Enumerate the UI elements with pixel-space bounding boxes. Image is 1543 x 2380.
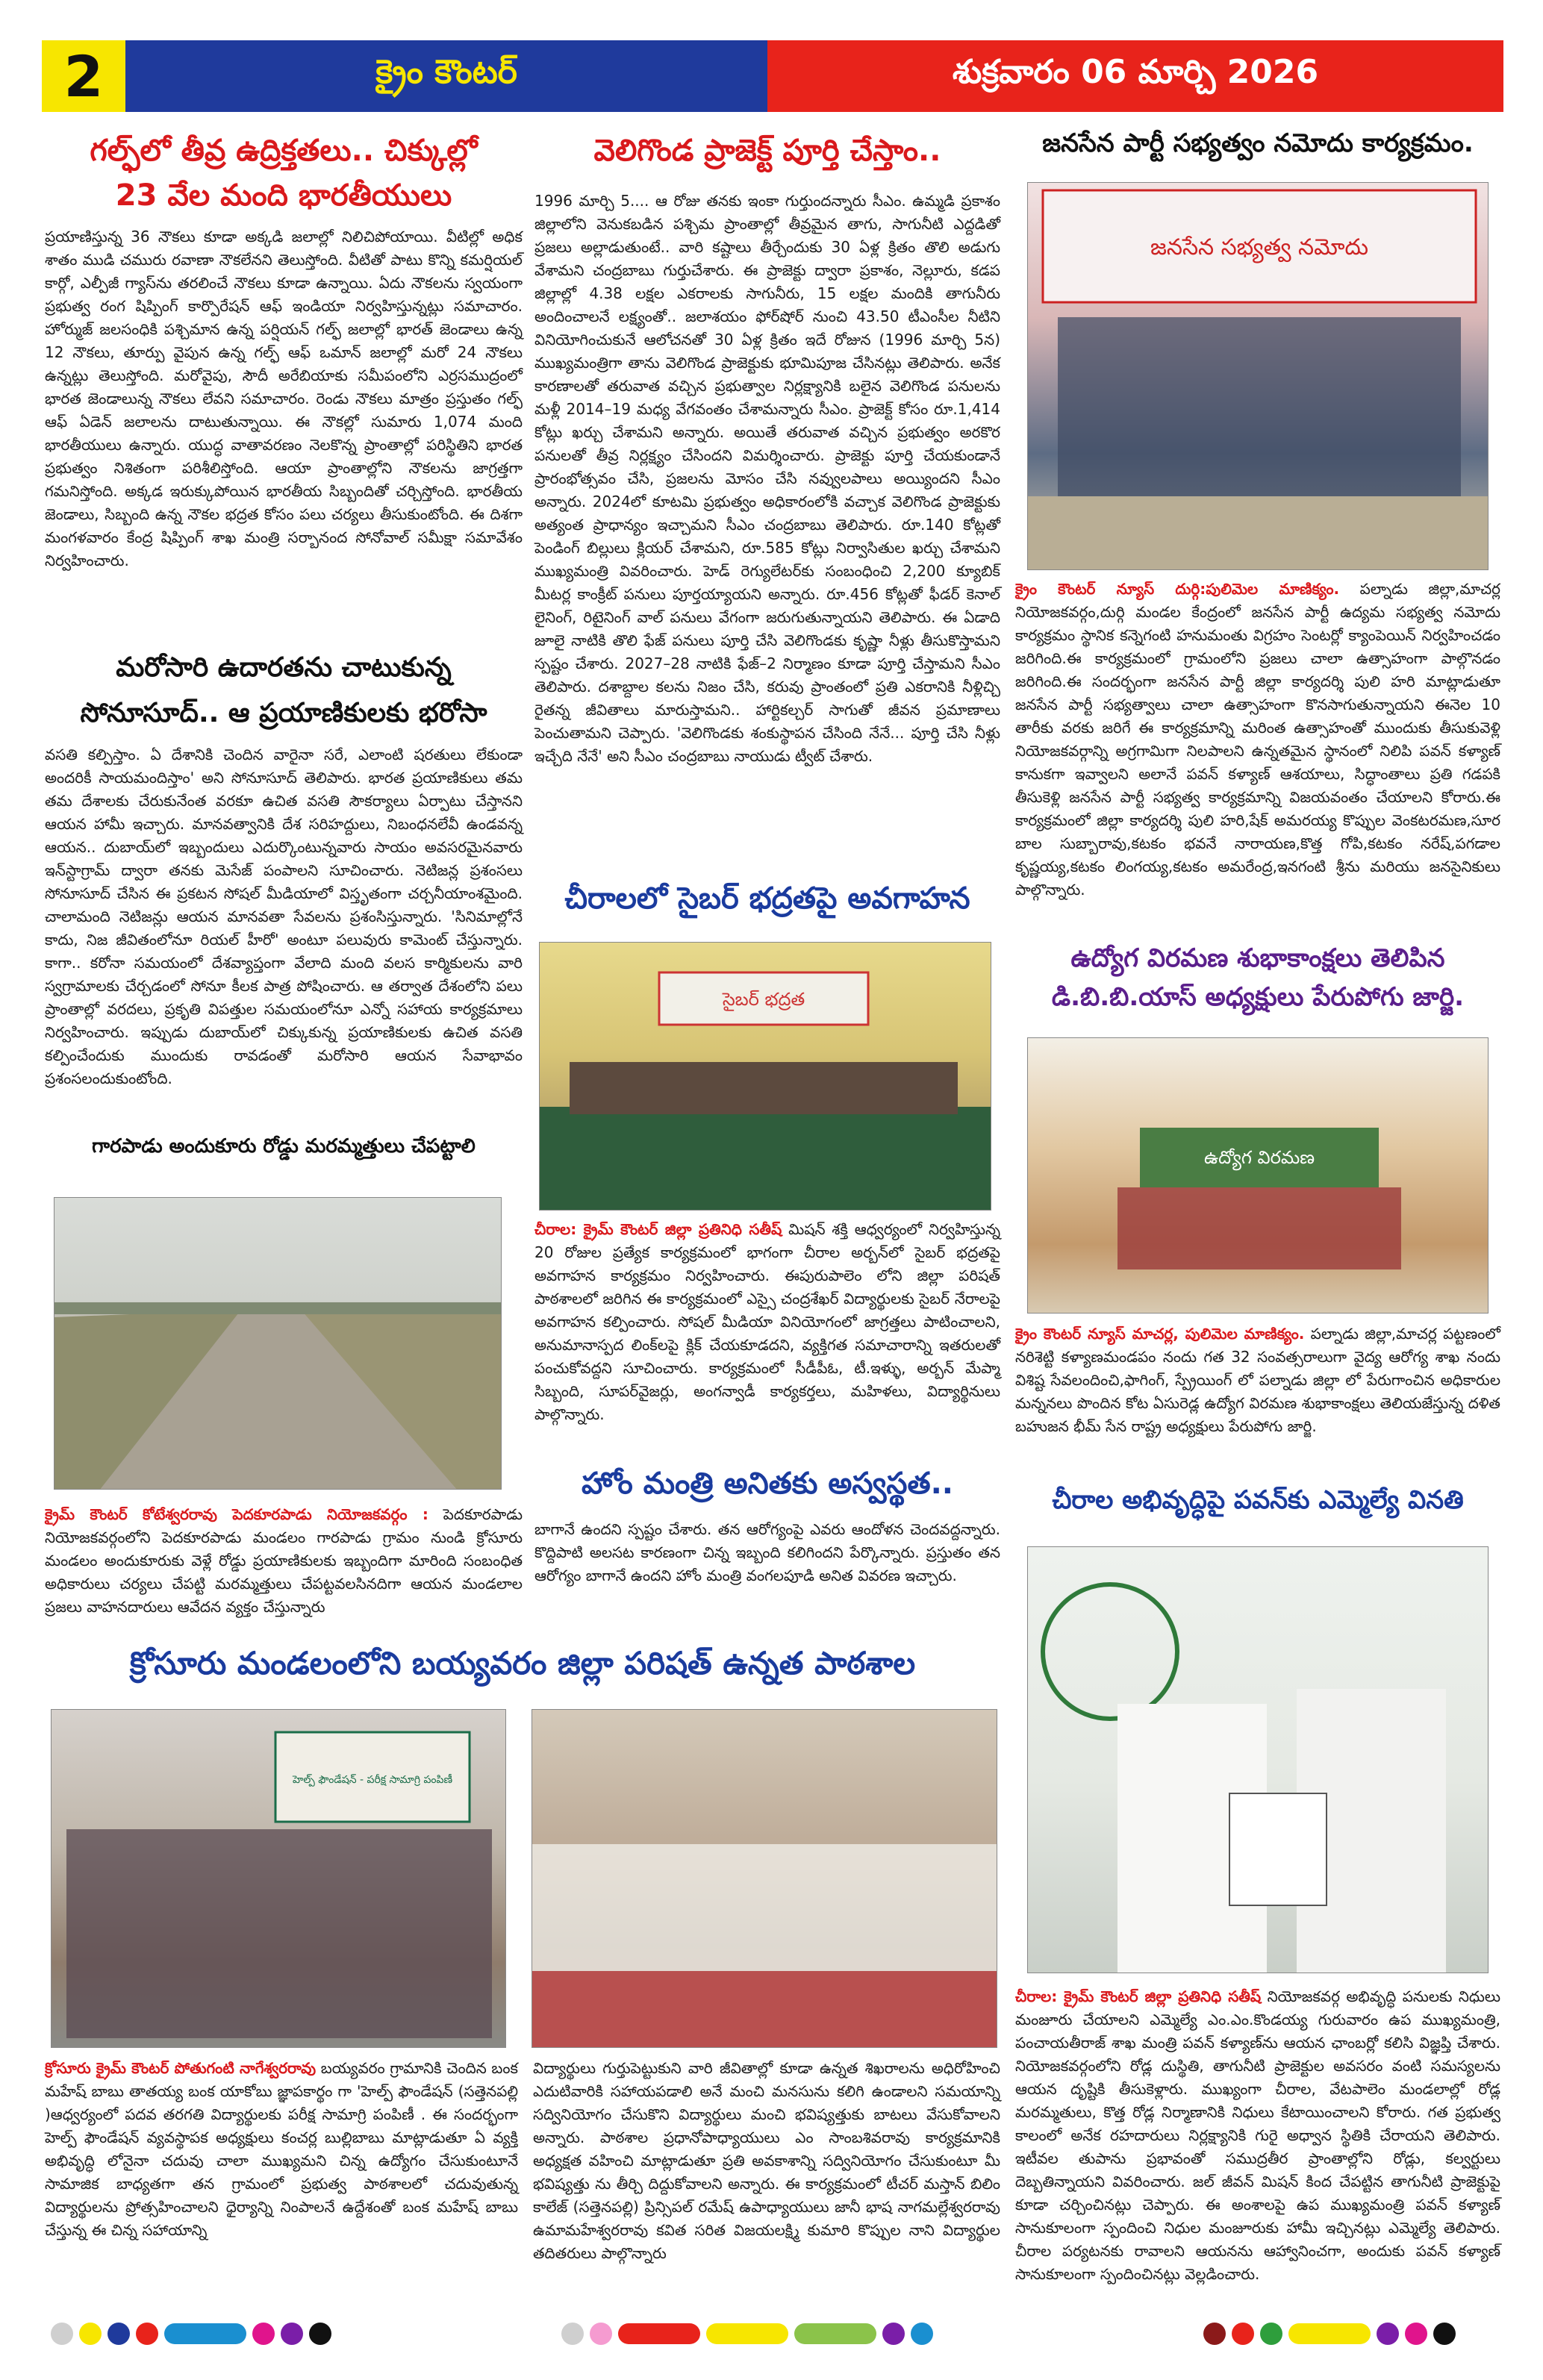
emblem-seal [1043,1584,1177,1719]
ground [1028,496,1489,570]
janasena-body: పల్నాడు జిల్లా,మాచర్ల నియోజకవర్గం,దుర్గి మండల కేంద్రంలో జనసేన పార్టీ ఉద్యమ సభ్యత్వ నమోదు కార్యక్రమం స్థానిక కన్నెగంటి హనుమంతు విగ్రహం సెంటర్లో క్యాంపెయిన్ నిర్వహించడం జరిగింది.ఈ కార్యక్రమంలో గ్రామంలోని ప్రజలు చాలా ఉత్సాహంగా పాల్గొనడం జరిగింది.ఈ సందర్భంగా జనసేన పార్టీ జిల్లా కార్యదర్శి పులి హరి మాట్లాడుతూ జనసేన పార్టీ సభ్యత్వాలు చాలా ఉత్సాహంగా కొనసాగుతున్నాయని ఈనెల 10 తారీకు వరకు జరిగే ఈ కార్యక్రమాన్ని మరింత ఉత్సాహంతో ముందుకు తీసుకువెళ్లి నియోజకవర్గాన్ని అగ్రగామిగా నిలపాలని ఉన్నతమైన స్థానంలో నిలిపి పవన్ కళ్యాణ్ కానుకగా ఇవ్వాలని అలానే పవన్ కళ్యాణ్ ఆశయాలు, సిద్ధాంతాలు ప్రతి గడపకి తీసుకెళ్లి జనసేన పార్టీ సభ్యత్వ కార్యక్రమాన్ని విజయవంతం చేయాలని కోరారు.ఈ కార్యక్రమంలో జిల్లా కార్యదర్శి పులి హరి,షేక్ అమరయ్య కొప్పుల వెంకటరమణ,సూర బాల సుబ్బారావు,కటకం భవనే నారాయణ,కొత్త గోపి,కటకం నరేష్,పగడాల కృష్ణయ్య,కటకం లింగయ్య,కటకం అమరేంద్ర,ఇనగంటి శ్రీను మరియు జనసైనికులు పాల్గొన్నారు. [1015,580,1501,899]
dbba-body: పల్నాడు జిల్లా,మాచర్ల పట్టణంలో నరిశెట్టి కళ్యాణమండపం నందు గత 32 సంవత్సరాలుగా వైద్య ఆరోగ్య శాఖ నందు విశిష్ట సేవలందించి,ఫాగింగ్, స్ప్రేయింగ్ లో పల్నాడు జిల్లా లో పేరుగాంచిన అధికారుల మన్ననలు పొందిన కోట ఏసురెడ్ల ఉద్యోగ విరమణ శుభాకాంక్షలు తెలియజేస్తున్న దళిత బహుజన భీమ్ సేన రాష్ట్ర అధ్యక్షులు పేరుపోగు జార్జి. [1015,1325,1500,1435]
janasena-banner-text: జనసేన సభ్యత్వ నమోదు [1150,234,1369,260]
cyber-photo-art [540,943,991,1211]
dbba-headline-2: డి.బి.బి.యాస్ అధ్యక్షులు పేరుపోగు జార్జి. [1051,982,1465,1013]
dot-black [309,2323,331,2345]
footer-dots-right [1203,2321,1456,2346]
dot-grey-2 [561,2323,584,2345]
pill-blue [164,2323,246,2344]
gulf-body: ప్రయాణిస్తున్న 36 నౌకలు కూడా అక్కడి జలాల్లో నిలిచిపోయాయి. వీటిల్లో అధిక శాతం ముడి చమురు రవాణా నౌకలేనని తెలుస్తోంది. వీటితో పాటు కొన్ని కమర్షియల్ కార్గో, ఎల్పీజీ గ్యాస్‌ను తరలించే నౌకలు కూడా ఉన్నాయి. ఏదు నౌకలను స్వయంగా ప్రభుత్వ రంగ షిప్పింగ్ కార్పొరేషన్ ఆఫ్ ఇండియా నిర్వహిస్తున్నట్లు సమాచారం. హోర్ముజ్ జలసంధికి పశ్చిమాన ఉన్న పర్షియన్ గల్ఫ్ జలాల్లో భారత్ జెండాలు ఉన్న 12 నౌకలు, తూర్పు వైపున ఉన్న గల్ఫ్ ఆఫ్ ఒమాన్ జలాల్లో మరో 24 నౌకలు ఉన్నట్లు తెలుస్తోంది. మరోవైపు, సౌదీ అరేబియాకు సమీపంలోని ఎర్రసముద్రంలో భారత జెండాలున్న నౌకలు లేవని సమాచారం. రెండు నౌకలు మాత్రం ప్రస్తుతం గల్ఫ్ ఆఫ్ ఏడెన్ జలాలను దాటుతున్నాయి. ఈ నౌకల్లో సుమారు 1,074 మంది భారతీయులు ఉన్నారు. యుద్ధ వాతావరణం నెలకొన్న ప్రాంతాల్లో పరిస్థితిని భారత ప్రభుత్వం నిశితంగా పరిశీలిస్తోంది. ఆయా ప్రాంతాల్లోని నౌకలను జాగ్రత్తగా గమనిస్తోంది. అక్కడ ఇరుక్కుపోయిన భారతీయ సిబ్బందితో చర్చిస్తోంది. భారతీయ జెండాలు, సిబ్బంది ఉన్న నౌకల భద్రత కోసం పలు చర్యలు తీసుకుంటోంది. ఈ దిశగా మంగళవారం కేంద్ర షిప్పింగ్ శాఖ మంత్రి సర్బానంద సోనోవాల్ సమీక్షా సమావేశం నిర్వహించారు. [45,228,523,569]
footer-dots-center [561,2321,933,2346]
school-caption-right [533,2057,1000,2265]
gulf-headline-2: 23 వేల మంది భారతీయులు [115,178,452,213]
road-photo-art [54,1198,502,1490]
paper-name: క్రైం కౌంటర్ [125,40,767,112]
floor-pattern [532,1971,997,2048]
dot-red [136,2323,158,2345]
road-byline: క్రైమ్ కౌంటర్ కోటేశ్వరరావు పెదకూరపాడు నియోజకవర్గం : [45,1505,428,1523]
footer-dots-left [51,2321,331,2346]
school-photo-right [532,1709,997,2048]
article-school [45,1643,1000,1684]
school-photo-left [51,1709,506,2048]
road-caption [45,1503,523,1619]
dot-magenta [252,2323,275,2345]
janasena-byline: క్రైం కౌంటర్ న్యూస్ దుర్గి:పులిమెల మాణిక్యం. [1015,580,1340,598]
students-seated [532,1844,997,1971]
school-photo-left-art [52,1710,506,2048]
issue-date: శుక్రవారం 06 మార్చి 2026 [767,40,1503,112]
dot-maroon [1203,2323,1226,2345]
dot-yellow [79,2323,102,2345]
treeline [54,1302,502,1314]
sonu-headline-2: సోనూసూద్.. ఆ ప్రయాణికులకు భరోసా [80,697,487,728]
masthead [42,40,1503,112]
gulf-headline-1: గల్ఫ్‌లో తీవ్ర ఉద్రిక్తతలు.. చిక్కుల్లో [90,134,478,168]
dot-purple [281,2323,303,2345]
dot-blue [107,2323,130,2345]
home-minister-body: బాగానే ఉందని స్పష్టం చేశారు. తన ఆరోగ్యంపై ఎవరు ఆందోళన చెందవద్దన్నారు. కొద్దిపాటి అలసట కారణంగా చిన్న ఇబ్బంది కలిగిందని పేర్కొన్నారు. ప్రస్తుతం తన ఆరోగ్యం బాగానే ఉందని హోం మంత్రి వంగలపూడి అనిత వివరణ ఇచ్చారు. [534,1520,1000,1584]
school-headline: క్రోసూరు మండలంలోని బయ్యవరం జిల్లా పరిషత్ ఉన్నత పాఠశాల [129,1645,916,1681]
party-members [1058,317,1461,496]
article-pawan [1015,1484,1500,1517]
article-janasena [1015,127,1500,160]
article-dbba [1015,942,1500,1013]
janasena-photo [1027,182,1489,570]
pill-red [618,2323,700,2344]
road-photo [54,1197,502,1490]
sonu-headline-1: మరోసారి ఉదారతను చాటుకున్న [116,652,452,683]
dot-black-2 [1433,2323,1456,2345]
pawan-byline: చీరాల: క్రైమ్ కౌంటర్ జిల్లా ప్రతినిధి సతీష్ [1015,1987,1262,2005]
school-caption-left [45,2057,518,2242]
pawan-headline: చీరాల అభివృద్ధిపై పవన్‌కు ఎమ్మెల్యే వినతి [1052,1485,1464,1515]
cyber-caption [534,1218,1000,1426]
dot-red-2 [1232,2323,1254,2345]
teachers-group [66,1829,492,2038]
dot-purple-3 [1377,2323,1399,2345]
article-road [45,1134,523,1160]
road-headline: గారపాడు అందుకూరు రోడ్డు మరమ్మత్తులు చేపట్టాలి [92,1135,476,1158]
stage-people [1117,1187,1401,1269]
dbba-byline: క్రైం కౌంటర్ న్యూస్ మాచర్ల, పులిమెల మాణిక్యం. [1015,1325,1305,1343]
article-veligonda [534,131,1000,768]
dbba-photo-art [1028,1038,1489,1314]
pawan-photo [1027,1546,1489,1973]
article-home-minister [534,1464,1000,1587]
janasena-caption [1015,578,1500,902]
veligonda-body: 1996 మార్చి 5.... ఆ రోజు తనకు ఇంకా గుర్తుందన్నారు సీఎం. ఉమ్మడి ప్రకాశం జిల్లాలోని వెనుకబడిన పశ్చిమ ప్రాంతాల్లో తీవ్రమైన తాగు, సాగునీటి ఎద్దడితో ప్రజలు అల్లాడుతుంటే.. వారి కష్టాలు తీర్చేందుకు 30 ఏళ్ల క్రితం తొలి అడుగు వేశామని చంద్రబాబు గుర్తుచేశారు. ఈ ప్రాజెక్టు ద్వారా ప్రకాశం, నెల్లూరు, కడప జిల్లాల్లో 4.38 లక్షల ఎకరాలకు సాగునీరు, 15 లక్షల మందికి తాగునీరు అందించాలనే లక్ష్యంతో.. జలాశయం ఫోర్‌షోర్ నుంచి 43.50 టీఎంసీల నీటిని వినియోగించుకునే ఆలోచనతో 30 ఏళ్ల క్రితం ఇదే రోజున (1996 మార్చి 5న) ముఖ్యమంత్రిగా తాను వెలిగొండ ప్రాజెక్టుకు భూమిపూజ చేసినట్లు తెలిపారు. అనేక కారణాలతో తరువాత వచ్చిన ప్రభుత్వాల నిర్లక్ష్యానికి బలైన వెలిగొండ పనులను మళ్లీ 2014–19 మధ్య వేగవంతం చేశామన్నారు సీఎం. ప్రాజెక్ట్ కోసం రూ.1,414 కోట్లు ఖర్చు చేశామని అన్నారు. అయితే తరువాత వచ్చిన ప్రభుత్వం అరకొర పనులతో తీవ్ర నిర్లక్ష్యం చేసిందని విమర్శించారు. ప్రాజెక్టు పూర్తి చేయకుండానే ప్రారంభోత్సవం చేసి, ప్రజలను మోసం చేసి నవ్వులపాలు అయ్యిందని సీఎం అన్నారు. 2024లో కూటమి ప్రభుత్వం అధికారంలోకి వచ్చాక వెలిగొండ ప్రాజెక్టుకు అత్యంత ప్రాధాన్యం ఇచ్చామని సీఎం చంద్రబాబు తెలిపారు. రూ.140 కోట్లతో పెండింగ్ బిల్లులు క్లియర్ చేశామని, రూ.585 కోట్లు నిర్వాసితుల ఖర్చు చేశామని ముఖ్యమంత్రి వివరించారు. హెడ్ రెగ్యులేటర్‌కు సంబంధించి 2,200 క్యూబిక్ మీటర్ల కాంక్రీట్ పనులు పూర్తయ్యాయని అన్నారు. రూ.456 కోట్లతో ఫీడర్ కెనాల్ లైనింగ్, రిటైనింగ్ వాల్ పనులు వేగంగా జరుగుతున్నాయని తెలిపారు. ఈ ఏడాది జూలై నాటికి తొలి ఫేజ్ పనులు పూర్తి చేసి వెలిగొండకు కృష్ణా నీళ్లు తీసుకొస్తామని స్పష్టం చేశారు. 2027–28 నాటికి ఫేజ్–2 నిర్మాణం కూడా పూర్తి చేస్తామని సీఎం తెలిపారు. దశాబ్దాల కలను నిజం చేసి, కరువు ప్రాంతంలో ప్రతి ఎకరానికి నీళ్లిచ్చి రైతన్న జీవితాలు మారుస్తామని.. హార్టికల్చర్ సాగుతో జీవన ప్రమాణాలు పెంచుతామని చెప్పారు. 'వెలిగొండకు శంకుస్థాపన చేసింది నేనే... పూర్తి చేసి నీళ్లు ఇచ్చేది నేనే' అని సీఎం చంద్రబాబు నాయుడు ట్వీట్ చేశారు. [534,192,1000,765]
school-photo-right-art [532,1710,997,2048]
janasena-photo-art [1028,183,1489,570]
cyber-photo [539,942,991,1211]
pill-yellow-2 [1288,2323,1371,2344]
dbba-photo [1027,1037,1489,1314]
dot-green [1260,2323,1282,2345]
dot-cyan [911,2323,933,2345]
article-cyber [534,879,1000,918]
sonu-body: వసతి కల్పిస్తాం. ఏ దేశానికి చెందిన వారైనా సరే, ఎలాంటి షరతులు లేకుండా అందరికీ సాయమందిస్తాం' అని సోనూసూద్ తెలిపారు. భారత ప్రయాణికులు తమ తమ దేశాలకు చేరుకునేంత వరకూ ఉచిత వసతి సౌకర్యాలు ఏర్పాటు చేస్తానని ఆయన హామీ ఇచ్చారు. మానవత్వానికి దేశ సరిహద్దులు, నిబంధనలేవీ ఉండవన్న ఆయన.. దుబాయ్‌లో ఇబ్బందులు ఎదుర్కొంటున్నవారు సాయం అవసరమైనవారు ఇన్‌స్టాగ్రామ్ ద్వారా తనకు మెసేజ్ పంపాలని సూచించారు. నెటిజన్ల ప్రశంసలు సోనూసూద్ చేసిన ఈ ప్రకటన సోషల్ మీడియాలో విస్తృతంగా చర్చనీయాంశమైంది. చాలామంది నెటిజన్లు ఆయన మానవతా సేవలను ప్రశంసిస్తున్నారు. 'సినిమాల్లోనే కాదు, నిజ జీవితంలోనూ రియల్ హీరో' అంటూ పలువురు కామెంట్ చేస్తున్నారు. కాగా.. కరోనా సమయంలో దేశవ్యాప్తంగా వేలాది మంది వలస కార్మికులను వారి స్వగ్రామాలకు చేర్చడంలో సోనూ కీలక పాత్ర పోషించారు. ఆ తర్వాత దేశంలోని పలు ప్రాంతాల్లో వరదలు, ప్రకృతి విపత్తుల సమయంలోనూ ఎన్నో సహాయ కార్యక్రమాలు నిర్వహించారు. ఇప్పుడు దుబాయ్‌లో చిక్కుకున్న ప్రయాణికులకు ఉచిత వసతి కల్పించేందుకు ముందుకు రావడంతో మరోసారి ఆయన సేవాభావం ప్రశంసలందుకుంటోంది. [45,745,523,1087]
dot-grey [51,2323,73,2345]
page-number: 2 [42,40,125,112]
cyber-headline: చీరాలలో సైబర్ భద్రతపై అవగాహన [564,881,970,916]
school-body-left: బయ్యవరం గ్రామానికి చెందిన బంక మహేష్ బాబు తాతయ్య బంక యాకోబు జ్ఞాపకార్థం గా 'హెల్ప్ ఫౌండేషన్ (సత్తెనపల్లి )ఆధ్వర్యంలో పదవ తరగతి విద్యార్థులకు పరీక్ష సామాగ్రి పంపిణీ . ఈ సందర్భంగా హెల్ప్ ఫౌండేషన్ వ్యవస్థాపక అధ్యక్షులు కంచర్ల బుల్లిబాబు మాట్లాడుతూ ఏ వ్యక్తి అభివృద్ధి లోనైనా చదువు చాలా ముఖ్యమని చిన్న ఉద్యోగం చేసుకుంటూనే సామాజిక బాధ్యతగా తన గ్రామంలో ప్రభుత్వ పాఠశాలలో చదువుతున్న విద్యార్థులను ప్రోత్సహించాలని ధైర్యాన్ని నింపాలనే ఉద్దేశంతో బంక మహేష్ బాబు చేస్తున్న ఈ చిన్న సహాయాన్ని [45,2059,518,2239]
veligonda-headline: వెలిగొండ ప్రాజెక్ట్ పూర్తి చేస్తాం.. [593,134,941,168]
cyber-body: మిషన్ శక్తి ఆధ్వర్యంలో నిర్వహిస్తున్న 20 రోజుల ప్రత్యేక కార్యక్రమంలో భాగంగా చీరాల అర్బన్‌లో సైబర్ భద్రతపై అవగాహన కార్యక్రమం నిర్వహించారు. ఈపురుపాలెం లోని జిల్లా పరిషత్ పాఠశాలలో జరిగిన ఈ కార్యక్రమంలో ఎస్సై చంద్రశేఖర్ విద్యార్థులకు సైబర్ నేరాలపై అవగాహన కల్పించారు. సోషల్ మీడియా వినియోగంలో జాగ్రత్తలు పాటించాలని, అనుమానాస్పద లింక్‌లపై క్లిక్ చేయకూడదని, వ్యక్తిగత సమాచారాన్ని ఇతరులతో పంచుకోవద్దని సూచించారు. కార్యక్రమంలో సీడీపీఓ, టీ.ఇళ్ళు, అర్బన్ మేప్మా సిబ్బంది, సూపర్‌వైజర్లు, అంగన్వాడీ కార్యకర్తలు, మహిళలు, విద్యార్థినులు పాల్గొన్నారు. [534,1220,1001,1423]
dot-pink [590,2323,612,2345]
help-foundation-banner-text: హెల్ప్ ఫౌండేషన్ - పరీక్ష సామాగ్రి పంపిణీ [292,1774,453,1786]
pawan-body: నియోజకవర్గ అభివృద్ధి పనులకు నిధులు మంజూరు చేయాలని ఎమ్మెల్యే ఎం.ఎం.కొండయ్య గురువారం ఉప ముఖ్యమంత్రి, పంచాయతీరాజ్ శాఖ మంత్రి పవన్ కళ్యాణ్‌ను ఆయన ఛాంబర్లో కలిసి విజ్ఞప్తి చేశారు. నియోజకవర్గంలోని రోడ్ల దుస్థితి, తాగునీటి ప్రాజెక్టుల అవసరం వంటి సమస్యలను ఆయన దృష్టికి తీసుకెళ్లారు. ముఖ్యంగా చీరాల, వేటపాలెం మండలాల్లో రోడ్ల మరమ్మతులు, కొత్త రోడ్ల నిర్మాణానికి నిధులు కేటాయించాలని కోరారు. గత ప్రభుత్వ కాలంలో అనేక రహదారులు నిర్లక్ష్యానికి గురై అధ్వాన స్థితికి చేరాయని తెలిపారు. ఇటీవల తుపాను ప్రభావంతో సముద్రతీర ప్రాంతాల్లోని రోడ్లు, కల్వర్టులు దెబ్బతిన్నాయని వివరించారు. జల్ జీవన్ మిషన్ కింద చేపట్టిన తాగునీటి ప్రాజెక్టుపై కూడా చర్చించినట్లు చెప్పారు. ఈ అంశాలపై ఉప ముఖ్యమంత్రి పవన్ కళ్యాణ్ సానుకూలంగా స్పందించి నిధుల మంజూరుకు హామీ ఇచ్చినట్లు ఎమ్మెల్యే తెలిపారు. చీరాల పర్యటనకు రావాలని ఆయనను ఆహ్వానించగా, అందుకు పవన్ కళ్యాణ్ సానుకూలంగా స్పందించినట్లు వెల్లడించారు. [1015,1987,1501,2283]
dbba-caption [1015,1322,1500,1438]
cyber-banner-text: సైబర్ భద్రత [722,989,805,1010]
cyber-byline: చీరాల: క్రైమ్ కౌంటర్ జిల్లా ప్రతినిధి సతీష్ [534,1220,782,1238]
pawan-caption [1015,1985,1500,2286]
students-group [540,1107,991,1211]
petition-letter [1229,1793,1327,1905]
pill-green [794,2323,876,2344]
dot-purple-2 [882,2323,905,2345]
article-gulf [45,131,523,572]
dot-magenta-2 [1405,2323,1427,2345]
article-sonu [45,651,523,1090]
dbba-banner-text: ఉద్యోగ విరమణ [1203,1147,1315,1168]
home-minister-headline: హోం మంత్రి అనితకు అస్వస్థత.. [582,1467,953,1501]
school-byline: క్రోసూరు క్రైమ్ కౌంటర్ పోతుగంటి నాగేశ్వరరావు [45,2059,317,2077]
pill-yellow [706,2323,788,2344]
school-body-right: విద్యార్థులు గుర్తుపెట్టుకుని వారి జీవితాల్లో కూడా ఉన్నత శిఖరాలను అధిరోహించి ఎదుటివారికి సహాయపడాలి అనే మంచి మనసును కలిగి ఉండాలని సమయాన్ని సద్వినియోగం చేసుకొని విద్యార్థులు మంచి భవిష్యత్తుకు బాటలు వేసుకోవాలని అన్నారు. పాఠశాల ప్రధానోపాధ్యాయులు ఎం సాంబశివరావు కార్యక్రమానికి అధ్యక్షత వహించి మాట్లాడుతూ ప్రతి అవకాశాన్ని సద్వినియోగం చేసుకుంటూ మీ భవిష్యత్తు ను తీర్చి దిద్దుకోవాలని అన్నారు. ఈ కార్యక్రమంలో టీచర్ మస్తాన్ బిలిం కాలేజ్ (సత్తెనపల్లి) ప్రిన్సిపల్ రమేష్ ఉపాధ్యాయులు జానీ భాష నాగమల్లేశ్వరరావు ఉమామహేశ్వరరావు కవిత సరిత విజయలక్ష్మి కుమారి కొప్పుల నాని విద్యార్థుల తదితరులు పాల్గొన్నారు [533,2059,1000,2262]
dbba-headline-1: ఉద్యోగ విరమణ శుభాకాంక్షలు తెలిపిన [1070,943,1445,973]
pawan-photo-art [1028,1547,1489,1973]
road-body: పెదకూరపాడు నియోజకవర్గంలోని పెదకూరపాడు మండలం గారపాడు గ్రామం నుండి క్రోసూరు మండలం అందుకూరుకు వెళ్లే రోడ్డు ప్రయాణికులకు ఇబ్బందిగా మారింది సంబంధిత అధికారులు చర్యలు చేపట్టి మరమ్మత్తులు చేపట్టవలసినదిగా ఆయన మండలాల ప్రజలు వాహనదారులు ఆవేదన వ్యక్తం చేస్తున్నారు [45,1505,523,1616]
standing-people [570,1062,958,1114]
janasena-headline: జనసేన పార్టీ సభ్యత్వం నమోదు కార్యక్రమం. [1042,128,1474,158]
